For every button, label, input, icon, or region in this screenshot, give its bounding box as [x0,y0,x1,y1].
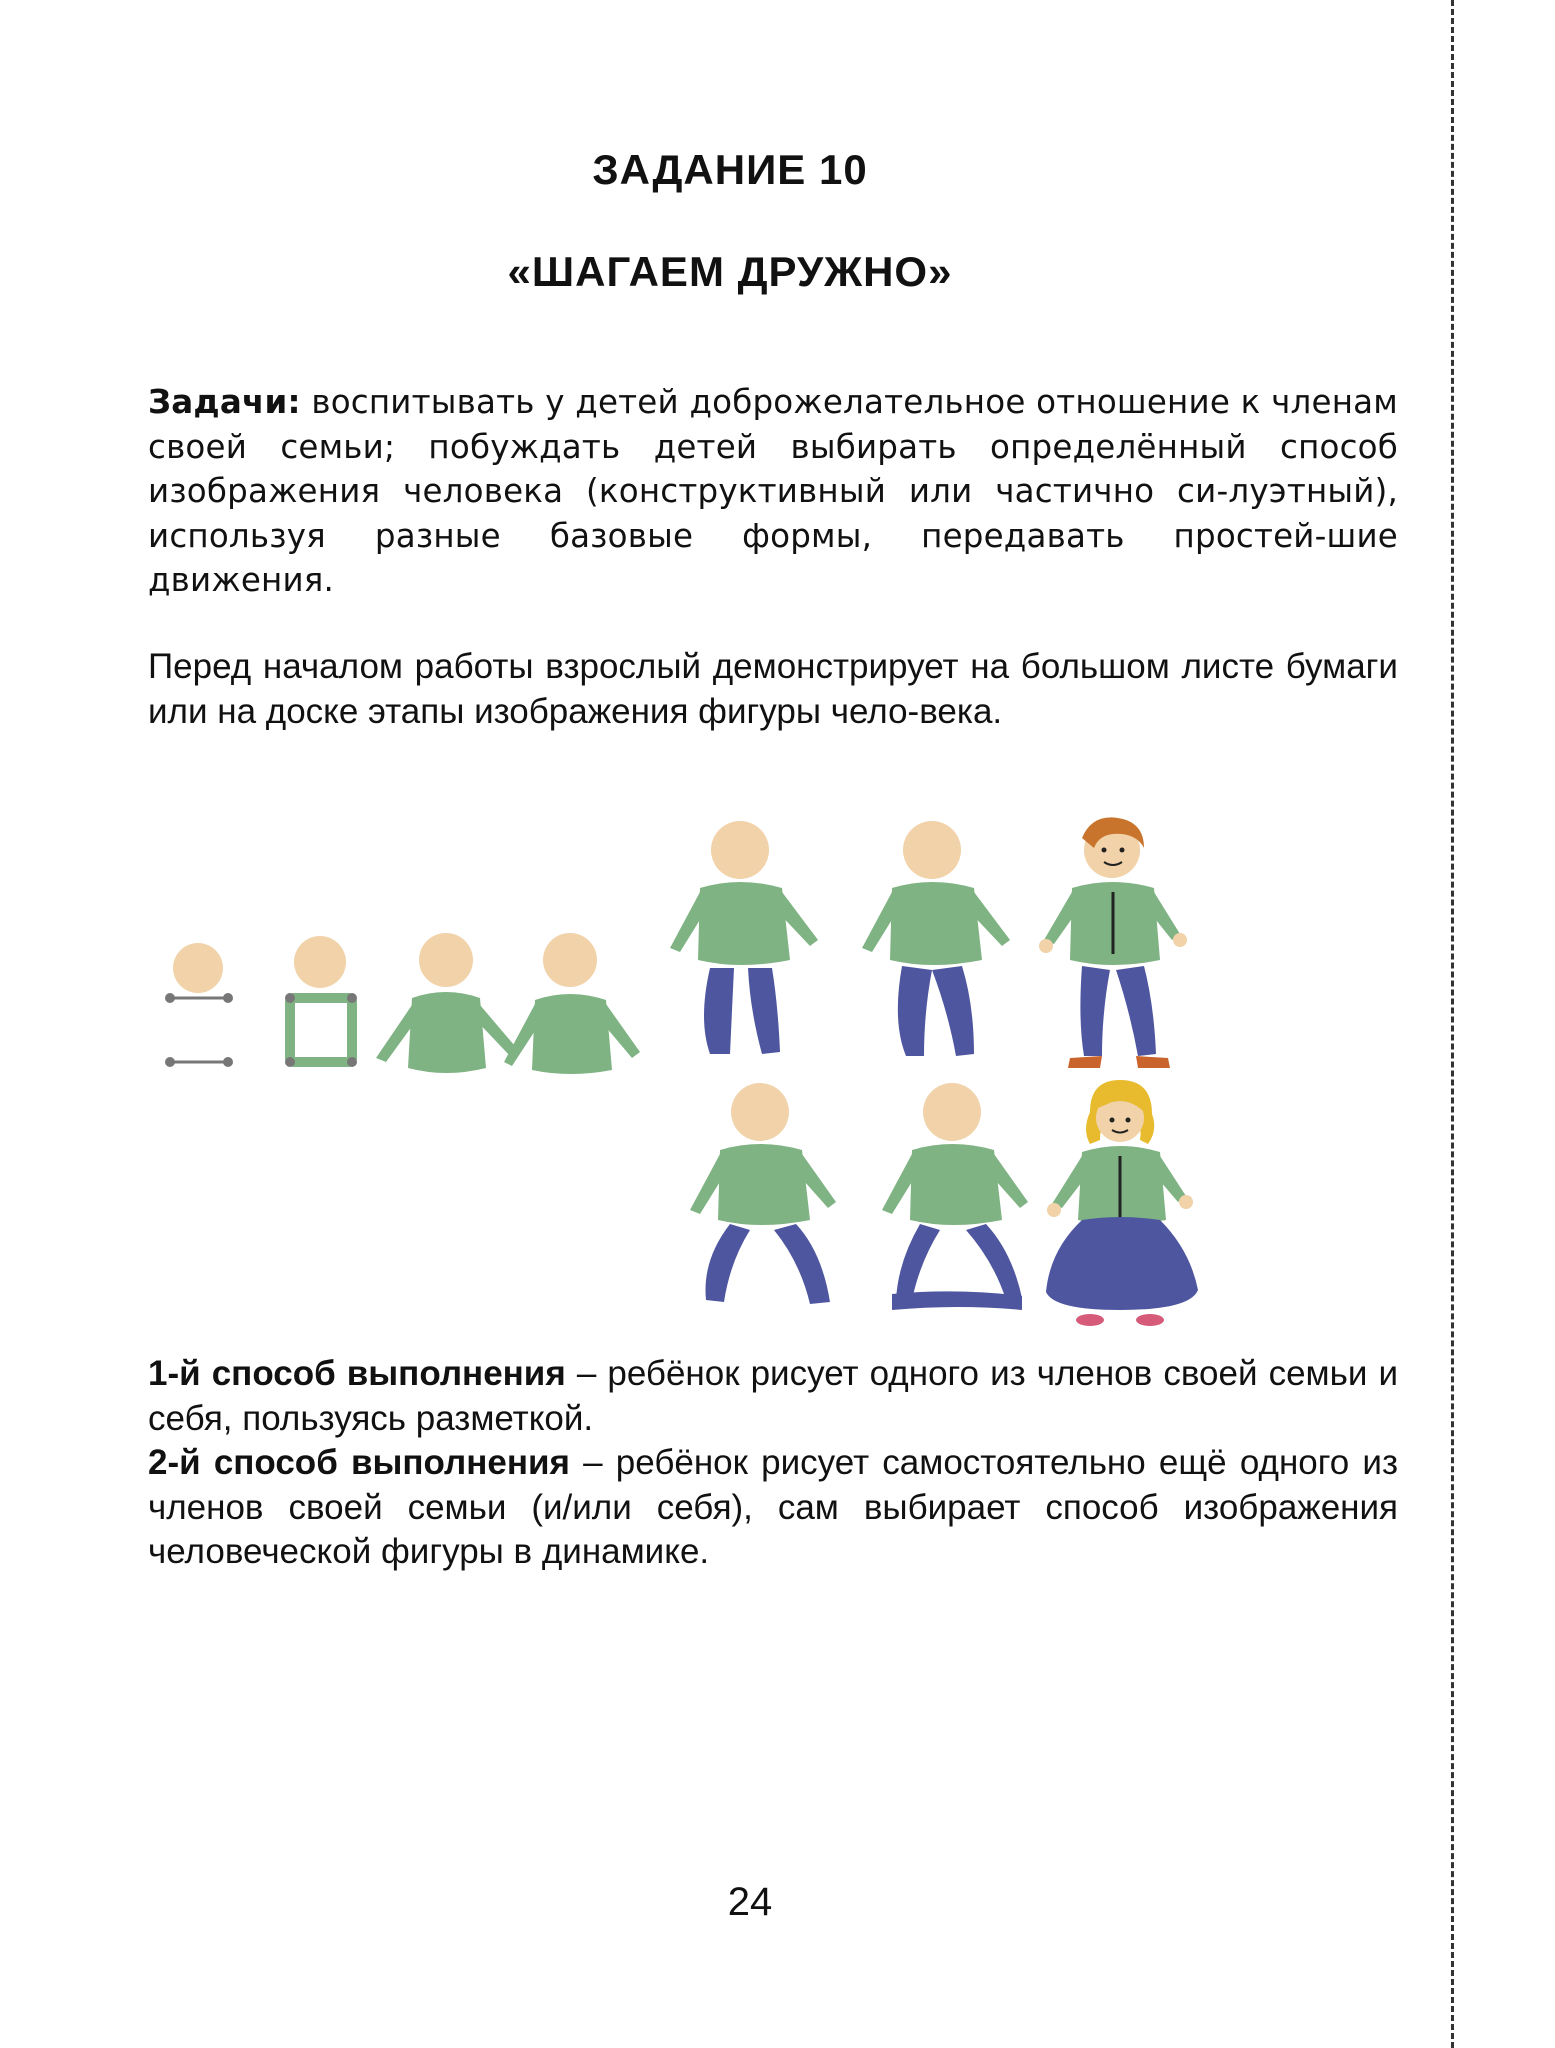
task-subtitle: «ШАГАЕМ ДРУЖНО» [507,248,953,295]
page-number: 24 [727,1880,773,1924]
stage-1-head-markers [165,943,233,1067]
stage-9-figure-seated [882,1083,1028,1310]
tasks-label: Задачи: [148,383,301,421]
stage-4-body [504,933,640,1074]
finished-woman-figure [1046,1080,1198,1326]
way2-text: – ребёнок рисует самостоятельно ещё одного из членов своей семьи (и/или себя), сам выбирает способ изображения человеческой фигуры в динамике. [148,1443,1398,1571]
stage-8-figure-legs-spread [690,1083,836,1304]
stage-5-figure-legs [670,821,818,1054]
stage-3-body-arms [376,933,520,1073]
way1-text: – ребёнок рисует одного из членов своей семьи и себя, пользуясь разметкой. [148,1354,1399,1438]
task-title: ЗАДАНИЕ 10 [592,146,868,193]
finished-man-figure [1039,817,1187,1068]
way2-label: 2-й способ выполнения [148,1443,570,1482]
way1-label: 1-й способ выполнения [148,1354,566,1393]
way1-paragraph [110,1352,1398,1441]
way2-paragraph [110,1441,1398,1575]
figure-drawing-stages-illustration [150,800,1330,1340]
intro-paragraph: Перед началом работы взрослый демонстрирует на большом листе бумаги или на доске этапы изображения фигуры чело-века. [148,647,1398,731]
tasks-paragraph [110,380,1398,603]
cut-line [1451,0,1454,2048]
stage-6-figure-joined [862,821,1010,1056]
tasks-text: воспитывать у детей доброжелательное отношение к членам своей семьи; побуждать детей выбирать определённый способ изображения человека (конструктивный или частично си-луэтный), используя разные базовые формы, передавать простей-шие движения. [148,383,1398,599]
stage-2-body-outline [285,936,357,1067]
